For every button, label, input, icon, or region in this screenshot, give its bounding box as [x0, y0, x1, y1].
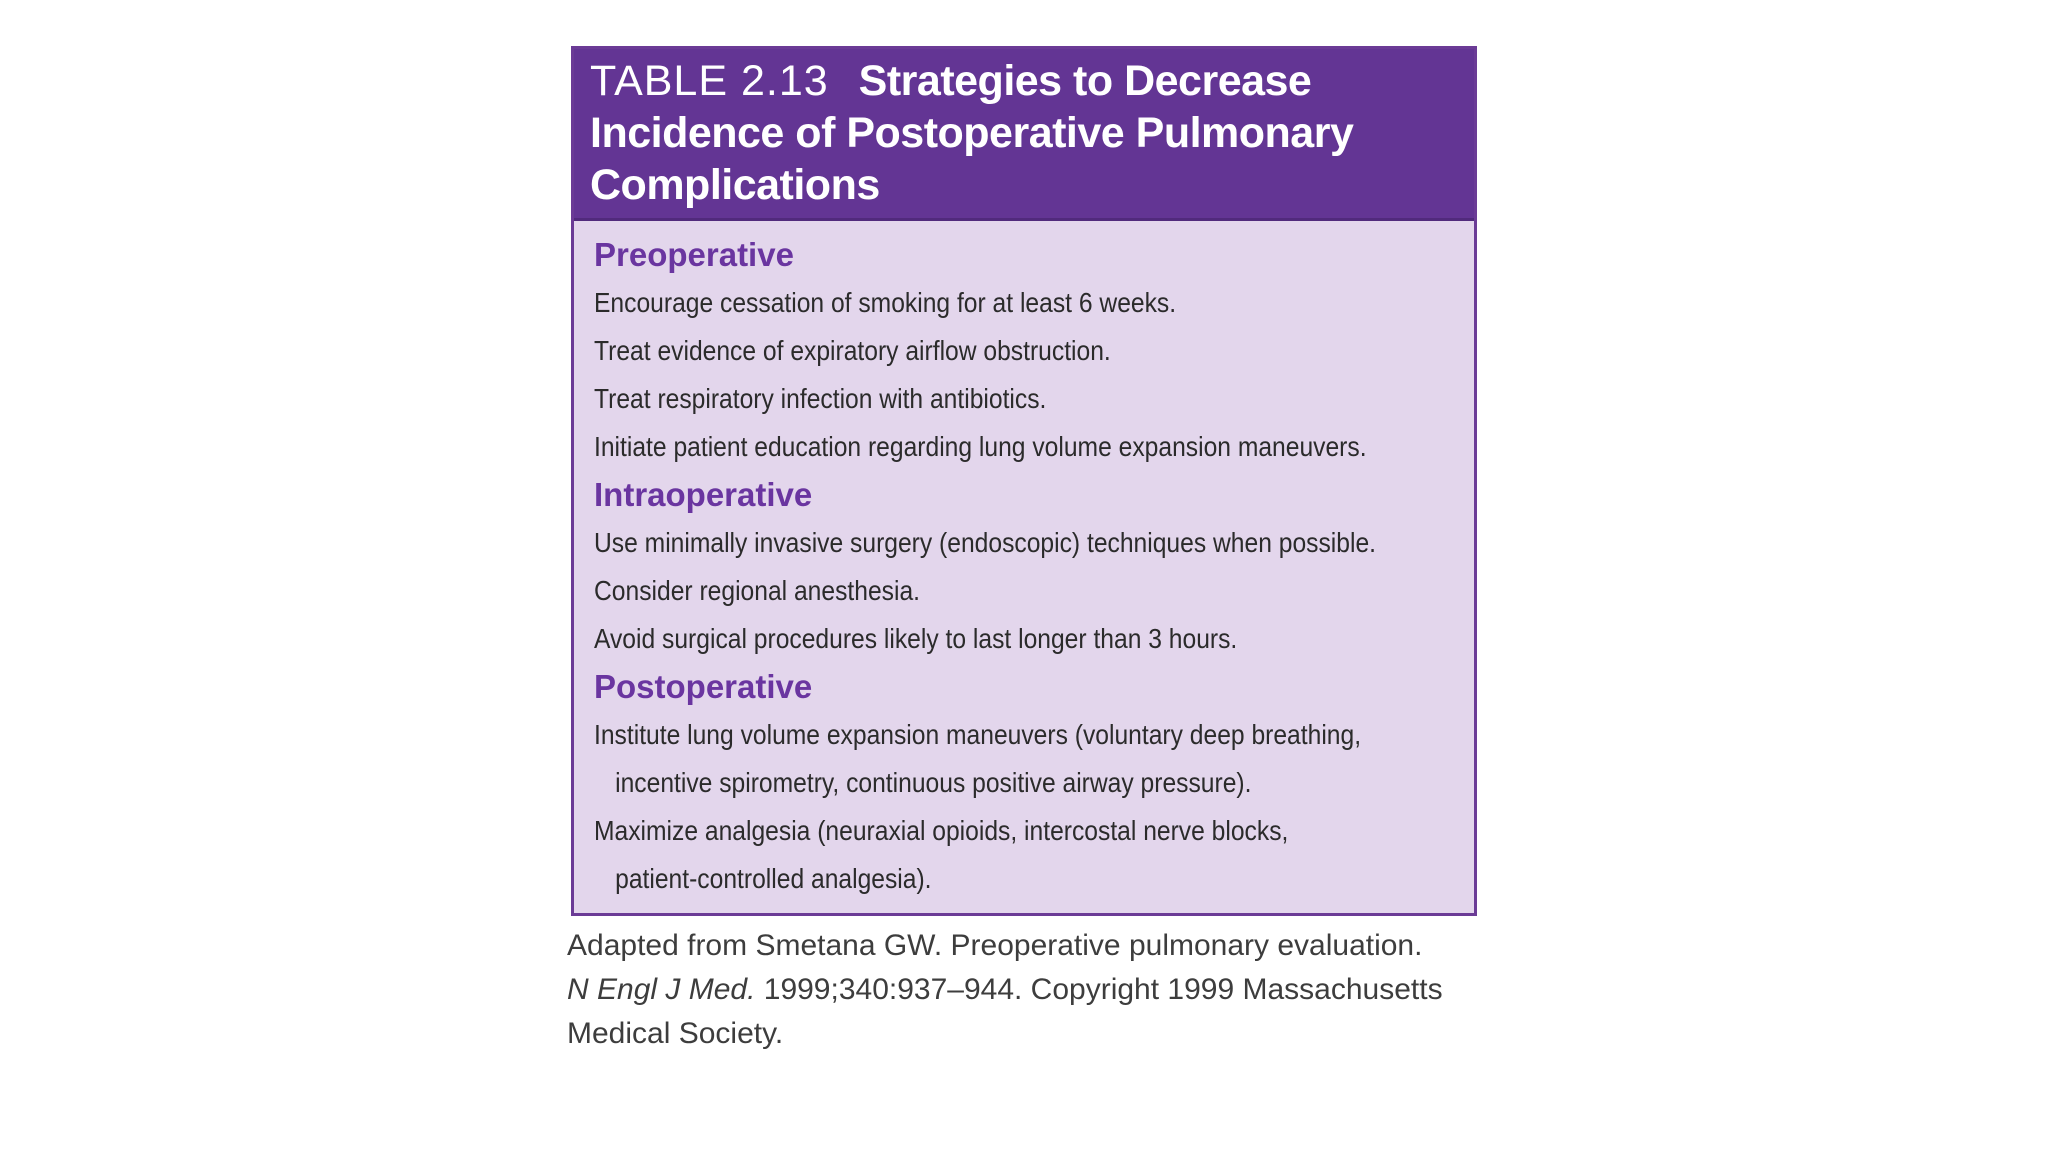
list-item: [594, 567, 1353, 615]
list-item: [594, 375, 1353, 423]
source-citation: 1999;340:937–944. Copyright 1999 Massachusetts: [755, 973, 1443, 1006]
source-note: [567, 924, 1467, 1056]
list-item-text: Avoid surgical procedures likely to last longer than 3 hours.: [594, 623, 1238, 654]
source-line-1: Adapted from Smetana GW. Preoperative pulmonary evaluation.: [567, 929, 1423, 962]
list-item: [594, 615, 1353, 663]
table-title-line-2: Incidence of Postoperative Pulmonary: [590, 109, 1354, 157]
section-heading: Preoperative: [594, 236, 794, 273]
list-item-text: Institute lung volume expansion maneuvers (voluntary deep breathing,: [594, 719, 1362, 750]
list-item-text: Use minimally invasive surgery (endoscopic) techniques when possible.: [594, 527, 1377, 558]
section-heading: Intraoperative: [594, 476, 813, 513]
source-line-3: Medical Society.: [567, 1017, 784, 1050]
table-label: TABLE 2.13: [590, 57, 829, 105]
list-item-text: Initiate patient education regarding lung volume expansion maneuvers.: [594, 431, 1367, 462]
list-item-continuation: patient-controlled analgesia).: [615, 863, 932, 894]
list-item: [594, 279, 1353, 327]
table-title-part-1: Strategies to Decrease: [858, 57, 1312, 105]
list-item-continuation: incentive spirometry, continuous positive airway pressure).: [615, 767, 1252, 798]
list-item-text: Treat evidence of expiratory airflow obstruction.: [594, 335, 1111, 366]
list-item-text: Treat respiratory infection with antibiotics.: [594, 383, 1047, 414]
table-title-line-3: Complications: [590, 161, 880, 209]
list-item: [594, 423, 1367, 471]
list-item: [594, 807, 1353, 903]
source-journal: N Engl J Med.: [567, 973, 756, 1006]
list-item: [594, 327, 1353, 375]
source-line-2: [567, 968, 1467, 1012]
list-item: [594, 711, 1362, 807]
table-header: [574, 49, 1474, 221]
table-title-line-1: [590, 55, 1458, 107]
section-heading: Postoperative: [594, 668, 813, 705]
list-item-text: Consider regional anesthesia.: [594, 575, 920, 606]
table-box: [571, 46, 1477, 916]
table-body: [574, 221, 1474, 903]
list-item-text: Maximize analgesia (neuraxial opioids, intercostal nerve blocks,: [594, 815, 1289, 846]
list-item: [594, 519, 1377, 567]
list-item-text: Encourage cessation of smoking for at least 6 weeks.: [594, 287, 1177, 318]
